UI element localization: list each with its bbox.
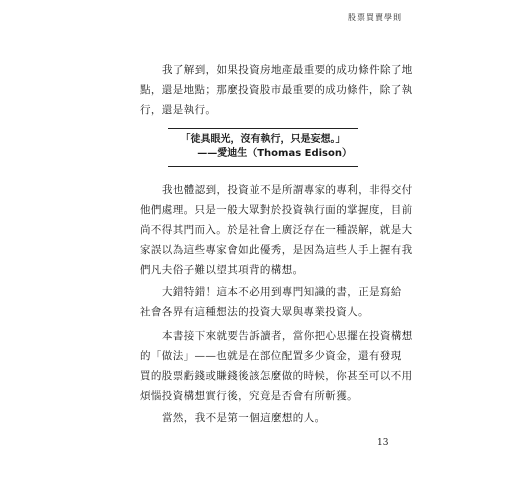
running-header: 股票買賣學則 bbox=[348, 13, 402, 22]
text-line: 們凡夫俗子難以望其項背的構想。 bbox=[140, 264, 304, 276]
quote-attribution: ——愛迪生（Thomas Edison） bbox=[197, 148, 352, 159]
paragraph-2 bbox=[140, 180, 413, 280]
text-line: 點，還是地點；那麼投資股市最重要的成功條件，除了執 bbox=[140, 84, 413, 96]
paragraph-5 bbox=[140, 408, 380, 428]
text-line: 當然，我不是第一個這麼想的人。 bbox=[162, 412, 326, 424]
paragraph-3 bbox=[140, 282, 402, 322]
text-line: 我了解到，如果投資房地產最重要的成功條件除了地 bbox=[162, 64, 413, 76]
paragraph-1 bbox=[140, 60, 413, 120]
quote-text: 「徒具眼光，沒有執行，只是妄想。」 bbox=[180, 134, 346, 145]
text-line: 買的股票虧錢或賺錢後該怎麼做的時候，你甚至可以不用 bbox=[140, 370, 413, 382]
text-line: 大錯特錯！這本不必用到專門知識的書，正是寫給 bbox=[162, 286, 402, 298]
quote-block bbox=[168, 128, 358, 167]
text-line: 家誤以為這些專家會如此優秀，是因為這些人手上握有我 bbox=[140, 244, 413, 256]
text-line: 尚不得其門而入。於是社會上廣泛存在一種誤解，就是大 bbox=[140, 224, 413, 236]
text-line: 社會各界有這種想法的投資大眾與專業投資人。 bbox=[140, 306, 369, 318]
text-line: 本書接下來就要告訴讀者，當你把心思擺在投資構想 bbox=[162, 330, 413, 342]
page-number: 13 bbox=[377, 438, 389, 448]
text-line: 煩惱投資構想實行後，究竟是否會有所斬獲。 bbox=[140, 390, 358, 402]
text-line: 我也體認到，投資並不是所謂專家的專利，非得交付 bbox=[162, 184, 413, 196]
text-line: 他們處理。只是一般大眾對於投資執行面的掌握度，目前 bbox=[140, 204, 413, 216]
text-line: 行，還是執行。 bbox=[140, 104, 217, 116]
paragraph-4 bbox=[140, 326, 413, 406]
text-line: 的「做法」——也就是在部位配置多少資金，還有發現 bbox=[140, 350, 402, 362]
